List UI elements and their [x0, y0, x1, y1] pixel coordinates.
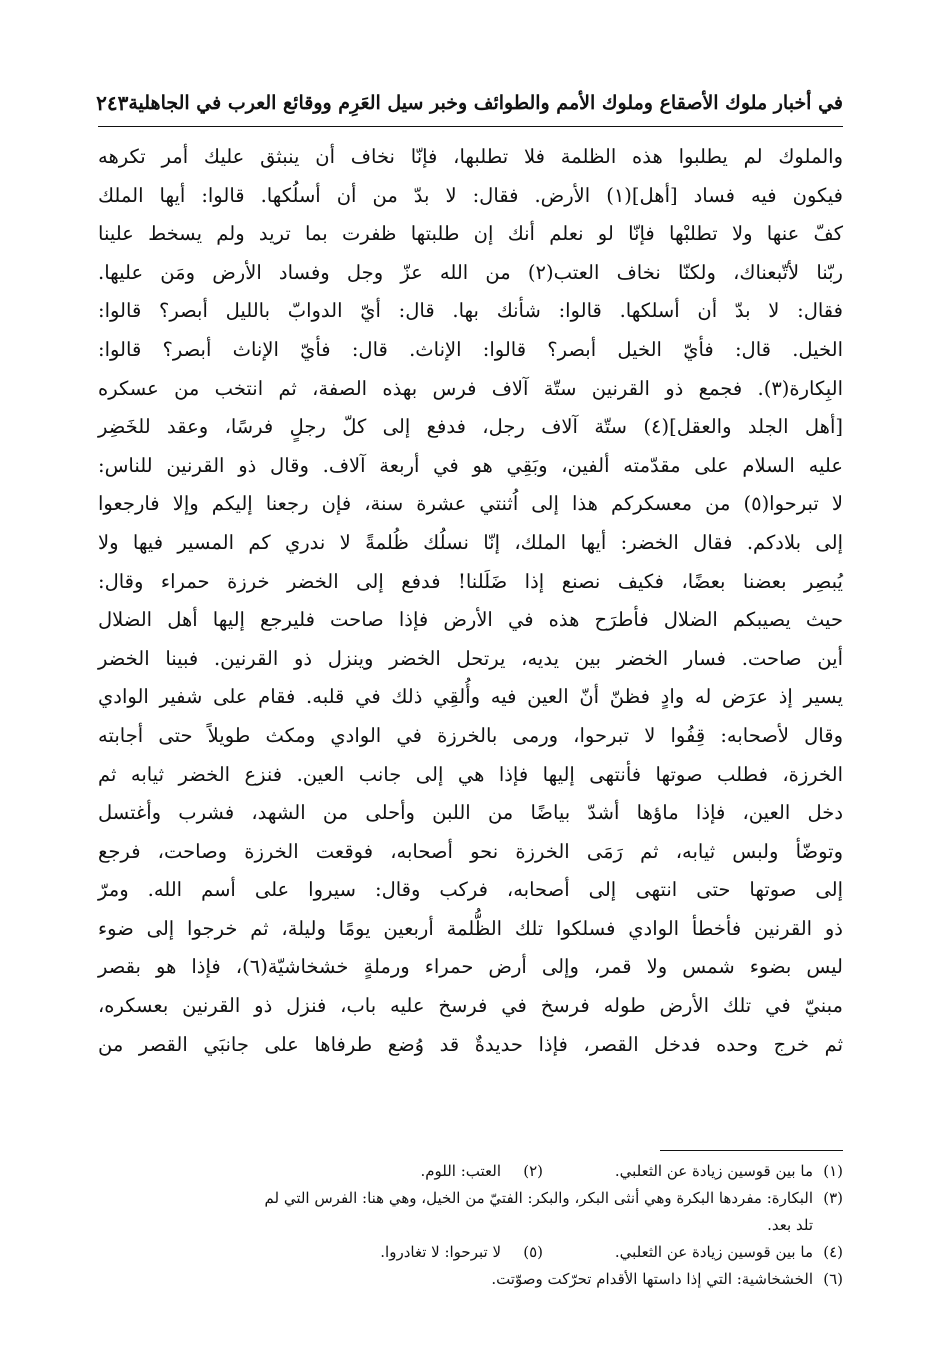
footnote-row — [98, 1239, 843, 1266]
footnote-5 — [380, 1239, 543, 1266]
footnote-number: (٢) — [523, 1162, 543, 1180]
text-line: إلى صوتها حتى انتهى إلى أصحابه، فركب وقال: سيروا على أسم الله. ومرّ — [98, 878, 843, 902]
footnote-row — [98, 1158, 843, 1185]
text-line: كفّ عنها ولا تطلبْها فإنّا لو نعلم أنك إن طلبتها ظفرت بما تريد ولم يسخط علينا — [98, 222, 843, 246]
footnote-text: لا تبرحوا: لا تغادروا. — [380, 1243, 501, 1261]
text-line: عليه السلام على مقدّمته ألفين، وبَقِي هو في أربعة آلاف. وقال ذو القرنين للناس: — [98, 453, 843, 477]
running-header-title: في أخبار ملوك الأصقاع وملوك الأمم والطوائف وخبر سيل العَرِم ووقائع العرب في الجاهلية — [128, 92, 843, 114]
footnote-text: ما بين قوسين زيادة عن الثعلبي. — [614, 1162, 813, 1180]
text-line: يسير إذ عرَض له وادٍ فظنّ أنّ العين فيه وأُلقِي ذلك في قلبه. فقام على شفير الوادي — [98, 685, 843, 709]
text-line: دخل العين، فإذا ماؤها أشدّ بياضًا من اللبن وأحلى من الشهد، فشرب وأغتسل — [98, 801, 843, 825]
page-number: ٢٤٣ — [96, 91, 129, 115]
text-line: ذو القرنين فأخطأ الوادي فسلكوا تلك الظُّلمة أربعين يومًا وليلة، ثم خرجوا إلى ضوء — [98, 916, 843, 940]
footnote-number: (٤) — [823, 1243, 843, 1261]
header-divider — [98, 126, 843, 127]
text-line: والملوك لم يطلبوا هذه الظلمة فلا تطلبها، فإنّا نخاف أن ينبثق عليك أمر تكرهه — [98, 145, 843, 168]
footnote-4 — [543, 1239, 843, 1266]
text-line: فقال: لا بدّ أن أسلكها. قالوا: شأنك بها. قال: أيّ الدوابّ بالليل أبصر؟ قالوا: — [98, 299, 843, 323]
text-line: إلى بلادكم. فقال الخضر: أيها الملك، إنّا نسلُك ظُلمةً لا ندري كم المسير فيها ولا — [98, 530, 843, 554]
footnote-text: الخشخاشية: التي إذا داستها الأقدام تحرّكت وصوّتت. — [491, 1270, 813, 1288]
footnote-number: (٥) — [523, 1243, 543, 1261]
text-line: ليس بضوء شمس ولا قمر، وإلى أرض حمراء ورملةٍ خشخاشيّة(٦)، فإذا هو بقصر — [98, 955, 843, 979]
text-line: الخيل. قال: فأيّ الخيل أبصر؟ قالوا: الإناث. قال: فأيّ الإناث أبصر؟ قالوا: — [98, 337, 843, 361]
text-line: يُبصِر بعضنا بعضًا، فكيف نصنع إذا ضَلَلنا! فدفع إلى الخضر خرزة حمراء وقال: — [98, 569, 843, 593]
text-line: وتوضّأ ولبس ثيابه، ثم رَمَى الخرزة نحو أصحابه، فوقعت الخرزة وصاحت، فرجع — [98, 839, 843, 863]
footnote-divider — [660, 1150, 843, 1151]
text-line: وقال لأصحابه: قِفُوا لا تبرحوا، ورمى بالخرزة في الوادي ومكث طويلاً حتى أجابته — [98, 723, 843, 747]
footnote-number: (١) — [823, 1162, 843, 1180]
text-line: مبنيّ في تلك الأرض طوله فرسخ في فرسخ عليه باب، فنزل ذو القرنين بعسكره، — [98, 994, 843, 1018]
text-line: لا تبرحوا(٥) من معسكركم هذا إلى اُثنتي عشرة سنة، فإن رجعنا إليكم وإلا فارجعوا — [98, 492, 843, 516]
text-line: ثم خرج وحده فدخل القصر، فإذا حديدةٌ قد وُضع طرفاها على جانبَي القصر من — [98, 1032, 843, 1056]
footnote-3 — [98, 1185, 843, 1212]
footnote-3-continuation: تلد بعد. — [767, 1216, 813, 1234]
footnote-text: البكارة: مفردها البكرة وهي أنثى البكر، والبكر: الفتيّ من الخيل، وهي هنا: الفرس التي لم — [264, 1189, 813, 1207]
footnotes — [98, 1158, 843, 1293]
main-text — [98, 138, 843, 1064]
text-line: فيكون فيه فساد [أهل](١) الأرض. فقال: لا بدّ من أن أسلُكها. قالوا: أيها الملك — [98, 183, 843, 207]
text-line: [أهل الجلد والعقل](٤) ستّة آلاف رجل، فدفع إلى كلّ رجلٍ فرسًا، وعقد للخَضِر — [98, 415, 843, 439]
footnote-6 — [98, 1266, 843, 1293]
footnote-number: (٣) — [823, 1189, 843, 1207]
text-line: ربّنا لأتّبعناك، ولكنّا نخاف العتب(٢) من الله عزّ وجل وفساد الأرض ومَن عليها. — [98, 260, 843, 284]
running-header — [98, 82, 843, 124]
footnote-number: (٦) — [823, 1270, 843, 1288]
text-line: حيث يصيبكم الضلال فأطرَح هذه في الأرض فإذا صاحت فليرجع إليها أهل الضلال — [98, 608, 843, 632]
text-line: الخرزة، فطلب صوتها فأنتهى إليها فإذا هي إلى جانب العين. فنزع الخضر ثيابه ثم — [98, 762, 843, 786]
text-line: أين صاحت. فسار الخضر بين يديه، يرتحل الخضر وينزل ذو القرنين. فبينا الخضر — [98, 646, 843, 670]
footnote-1 — [543, 1158, 843, 1185]
footnote-2 — [420, 1158, 543, 1185]
footnote-text: العتب: اللوم. — [420, 1162, 501, 1180]
footnote-text: ما بين قوسين زيادة عن الثعلبي. — [614, 1243, 813, 1261]
text-line: البِكارة(٣). فجمع ذو القرنين ستّة آلاف فرس بهذه الصفة، ثم انتخب من عسكره — [98, 376, 843, 400]
